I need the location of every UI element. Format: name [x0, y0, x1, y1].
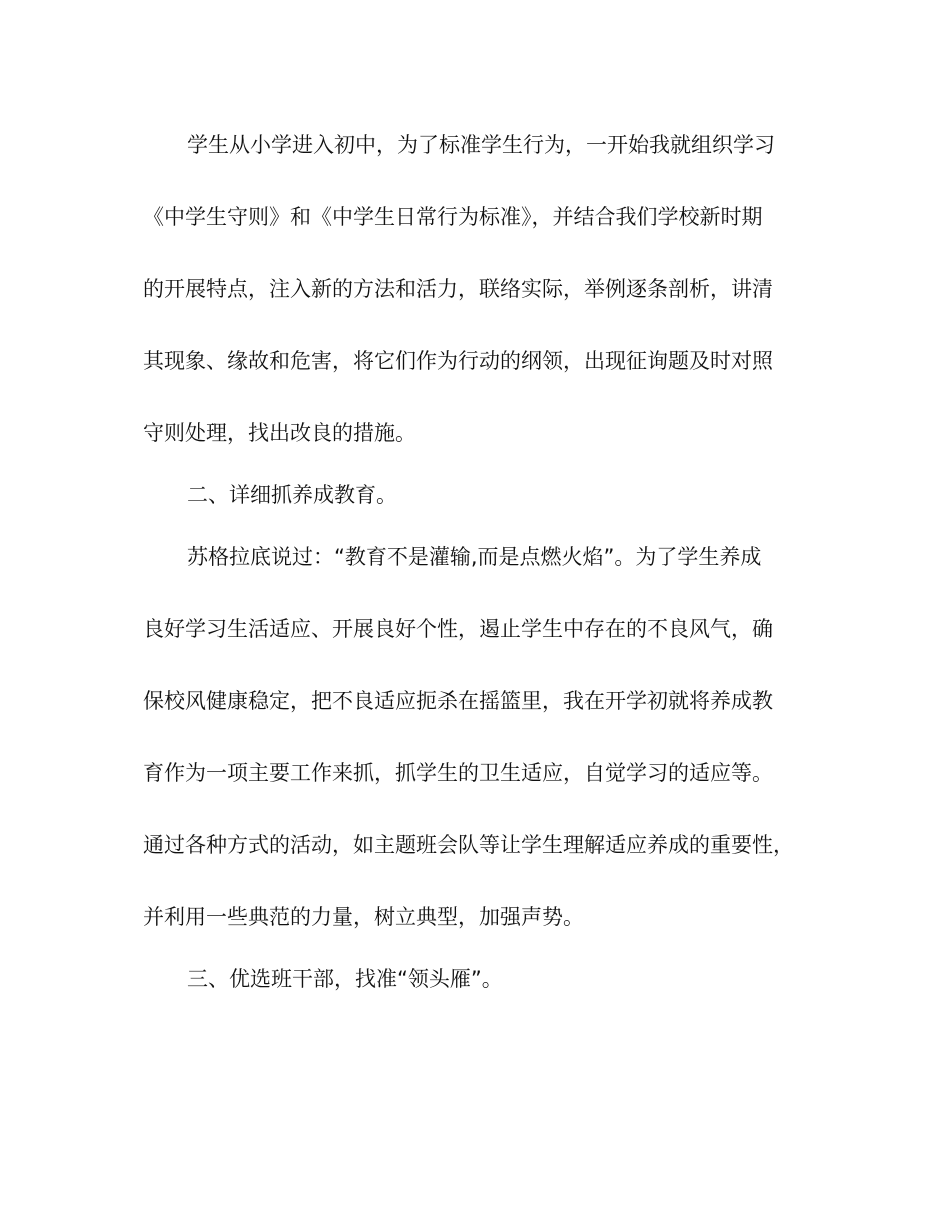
paragraph-line: 并利用一些典范的力量，树立典型，加强声势。	[143, 905, 584, 929]
paragraph-line: 的开展特点，注入新的方法和活力，联络实际，举例逐条剖析，讲清	[143, 277, 773, 301]
paragraph-line: 学生从小学进入初中，为了标准学生行为，一开始我就组织学习	[187, 133, 775, 157]
section-heading: 三、优选班干部，找准“领头雁”。	[187, 967, 503, 991]
paragraph-line: 通过各种方式的活动，如主题班会队等让学生理解适应养成的重要性，	[143, 833, 794, 857]
section-heading: 二、详细抓养成教育。	[187, 483, 397, 507]
paragraph-line: 其现象、缘故和危害，将它们作为行动的纲领，出现征询题及时对照	[143, 349, 773, 373]
paragraph-line: 保校风健康稳定，把不良适应扼杀在摇篮里，我在开学初就将养成教	[143, 689, 773, 713]
paragraph-line: 《中学生守则》和《中学生日常行为标准》，并结合我们学校新时期	[143, 205, 763, 229]
paragraph-line: 育作为一项主要工作来抓，抓学生的卫生适应，自觉学习的适应等。	[143, 761, 773, 785]
paragraph-line: 良好学习生活适应、开展良好个性，遏止学生中存在的不良风气，确	[143, 617, 773, 641]
paragraph-line: 守则处理，找出改良的措施。	[143, 421, 416, 445]
paragraph-line: 苏格拉底说过：“教育不是灌输,而是点燃火焰”。为了学生养成	[187, 545, 762, 569]
